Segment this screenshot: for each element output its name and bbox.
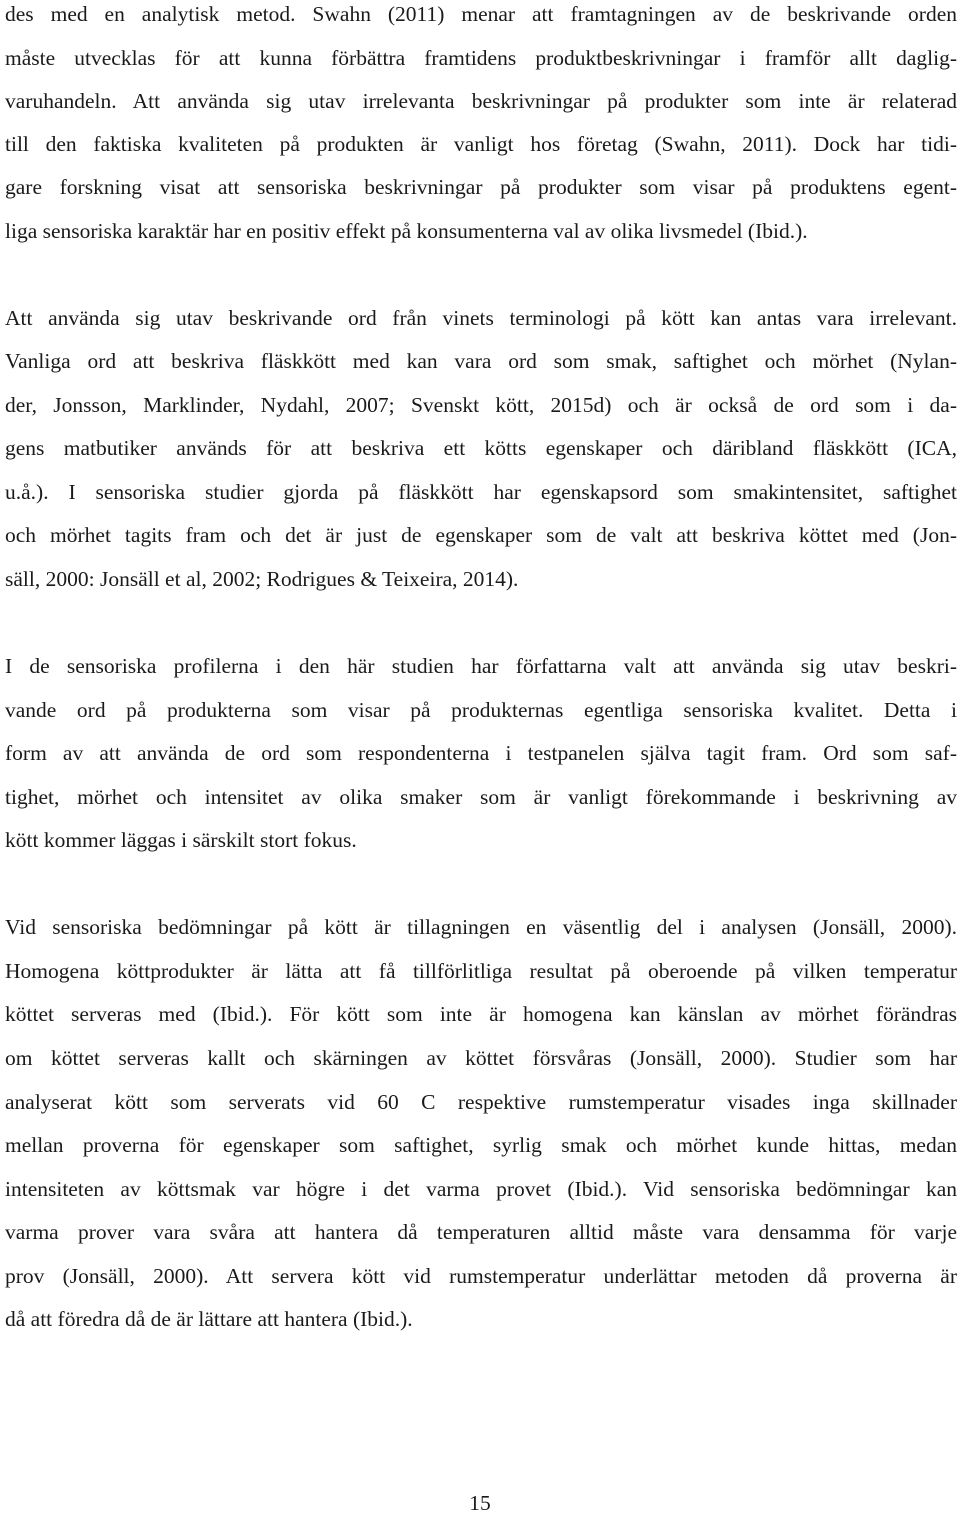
text-line: då att föredra då de är lättare att hantera (Ibid.). [5, 1307, 413, 1331]
text-line: intensiteten av köttsmak var högre i det varma provet (Ibid.). Vid sensoriska bedömningar kan [5, 1177, 957, 1201]
text-line: Vanliga ord att beskriva fläskkött med kan vara ord som smak, saftighet och mörhet (Nylan- [5, 349, 957, 373]
text-line: varuhandeln. Att använda sig utav irrelevanta beskrivningar på produkter som inte är relaterad [5, 89, 957, 113]
text-line: Homogena köttprodukter är lätta att få tillförlitliga resultat på oberoende på vilken temperatur [5, 959, 957, 983]
text-line: kött kommer läggas i särskilt stort fokus. [5, 828, 357, 852]
text-line: köttet serveras med (Ibid.). För kött som inte är homogena kan känslan av mörhet förändras [5, 1002, 957, 1026]
text-line: mellan proverna för egenskaper som saftighet, syrlig smak och mörhet kunde hittas, medan [5, 1133, 957, 1157]
text-line: varma prover vara svåra att hantera då temperaturen alltid måste vara densamma för varje [5, 1220, 957, 1244]
text-line: till den faktiska kvaliteten på produkten är vanligt hos företag (Swahn, 2011). Dock har tidi- [5, 132, 957, 156]
text-line: u.å.). I sensoriska studier gjorda på fläskkött har egenskapsord som smakintensitet, saftighet [5, 480, 957, 504]
text-line: gens matbutiker används för att beskriva ett kötts egenskaper och däribland fläskkött (ICA, [5, 436, 957, 460]
text-line: Att använda sig utav beskrivande ord från vinets terminologi på kött kan antas vara irrelevant. [5, 306, 957, 330]
text-line: des med en analytisk metod. Swahn (2011) menar att framtagningen av de beskrivande orden [5, 2, 957, 26]
text-line: Vid sensoriska bedömningar på kött är tillagningen en väsentlig del i analysen (Jonsäll, 2000). [5, 915, 957, 939]
text-line: analyserat kött som serverats vid 60 C respektive rumstemperatur visades inga skillnader [5, 1090, 957, 1114]
text-line: tighet, mörhet och intensitet av olika smaker som är vanligt förekommande i beskrivning av [5, 785, 957, 809]
text-line: der, Jonsson, Marklinder, Nydahl, 2007; Svenskt kött, 2015d) och är också de ord som i da- [5, 393, 957, 417]
text-line: säll, 2000: Jonsäll et al, 2002; Rodrigues & Teixeira, 2014). [5, 567, 519, 591]
text-line: prov (Jonsäll, 2000). Att servera kött vid rumstemperatur underlättar metoden då proverna är [5, 1264, 957, 1288]
text-line: och mörhet tagits fram och det är just de egenskaper som de valt att beskriva köttet med (Jon- [5, 523, 957, 547]
text-line: vande ord på produkterna som visar på produkternas egentliga sensoriska kvalitet. Detta i [5, 698, 957, 722]
text-line: liga sensoriska karaktär har en positiv effekt på konsumenterna val av olika livsmedel (Ibid.). [5, 219, 808, 243]
page-number: 15 [469, 1491, 491, 1515]
text-line: måste utvecklas för att kunna förbättra framtidens produktbeskrivningar i framför allt daglig- [5, 46, 957, 70]
text-line: form av att använda de ord som respondenterna i testpanelen själva tagit fram. Ord som saf- [5, 741, 957, 765]
text-line: gare forskning visat att sensoriska beskrivningar på produkter som visar på produktens egent- [5, 175, 957, 199]
text-line: I de sensoriska profilerna i den här studien har författarna valt att använda sig utav beskri- [5, 654, 957, 678]
text-line: om köttet serveras kallt och skärningen av köttet försvåras (Jonsäll, 2000). Studier som har [5, 1046, 957, 1070]
